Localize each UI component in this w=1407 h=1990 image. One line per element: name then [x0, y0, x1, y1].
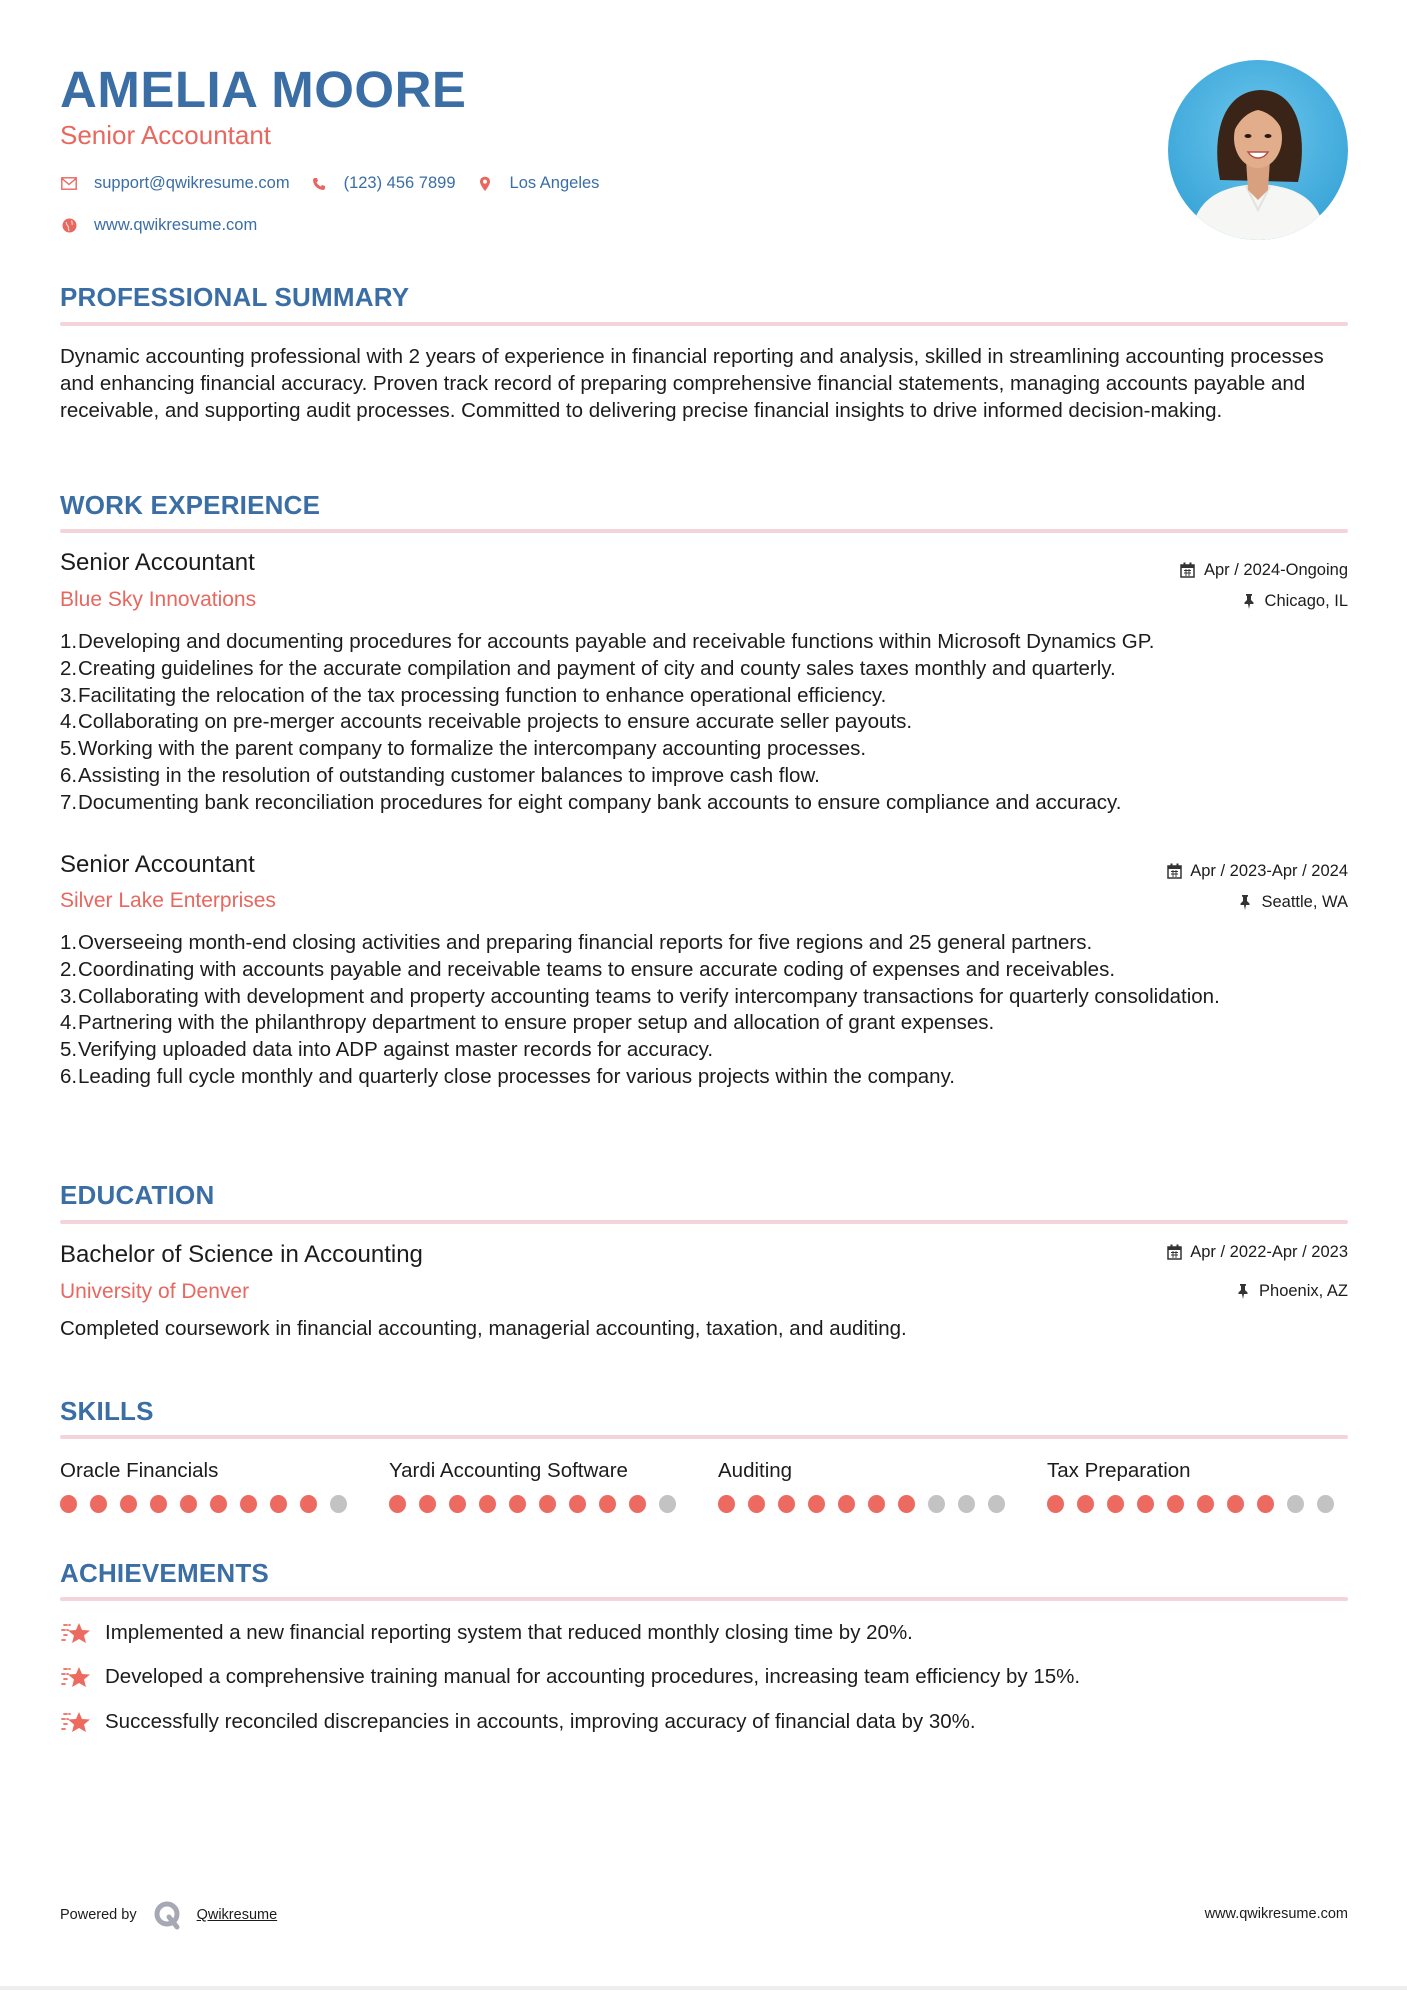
star-icon [60, 1620, 92, 1646]
contact-row-website [60, 216, 277, 235]
section-divider [60, 322, 1348, 326]
skill-dot-filled [180, 1495, 197, 1513]
pushpin-icon [1235, 1283, 1251, 1299]
duty-item: 6. Assisting in the resolution of outstanding customer balances to improve cash flow. [60, 763, 820, 787]
map-pin-icon [476, 175, 494, 193]
achievement-item [60, 1620, 913, 1646]
job-location-text: Seattle, WA [1261, 893, 1348, 911]
powered-by-label: Powered by [60, 1907, 137, 1923]
job-dates-text: Apr / 2023-Apr / 2024 [1190, 862, 1348, 880]
phone-icon [310, 175, 328, 193]
education-dates [1166, 1242, 1348, 1262]
duty-item: 5. Verifying uploaded data into ADP against master records for accuracy. [60, 1038, 714, 1062]
contact-email[interactable]: support@qwikresume.com [94, 174, 290, 192]
skill-item [60, 1458, 360, 1513]
skill-dot-filled [778, 1495, 795, 1513]
school-name: University of Denver [60, 1280, 250, 1303]
achievement-item [60, 1664, 1080, 1690]
contact-location: Los Angeles [509, 174, 600, 192]
skill-dot-filled [629, 1495, 646, 1513]
section-title-experience: WORK EXPERIENCE [60, 490, 321, 520]
achievement-text: Developed a comprehensive training manual for accounting procedures, increasing team efficiency by 15%. [105, 1665, 1081, 1688]
skill-dot-filled [1077, 1495, 1094, 1513]
skill-dot-filled [838, 1495, 855, 1513]
skill-dot-empty [1287, 1495, 1304, 1513]
contact-phone[interactable]: (123) 456 7899 [343, 174, 456, 192]
section-divider [60, 1220, 1348, 1224]
section-divider [60, 1597, 1348, 1601]
skill-dot-filled [808, 1495, 825, 1513]
skill-dot-empty [659, 1495, 676, 1513]
degree-title: Bachelor of Science in Accounting [60, 1241, 423, 1268]
calendar-icon [1180, 562, 1196, 578]
education-location [1235, 1281, 1348, 1301]
calendar-icon [1166, 1244, 1182, 1260]
profile-photo [1168, 60, 1348, 240]
contact-row [60, 174, 619, 193]
duties-list [60, 930, 1348, 1091]
job-location-text: Chicago, IL [1264, 592, 1348, 610]
calendar-icon [1166, 863, 1182, 879]
pushpin-icon [1237, 894, 1253, 910]
skill-dot-filled [1107, 1495, 1124, 1513]
skill-name: Auditing [718, 1459, 793, 1482]
skill-dot-filled [419, 1495, 436, 1513]
skill-dot-filled [569, 1495, 586, 1513]
skill-rating [718, 1495, 1018, 1513]
page-bottom-border [0, 1986, 1407, 1990]
company-name: Silver Lake Enterprises [60, 889, 276, 912]
skill-dot-filled [539, 1495, 556, 1513]
skill-dot-filled [898, 1495, 915, 1513]
skill-item [389, 1458, 689, 1513]
skill-dot-filled [270, 1495, 287, 1513]
footer-powered-by [60, 1900, 277, 1930]
job-dates-text: Apr / 2024-Ongoing [1203, 561, 1348, 579]
candidate-name: AMELIA MOORE [60, 61, 467, 118]
duties-list [60, 629, 1368, 817]
skill-dot-filled [210, 1495, 227, 1513]
section-divider [60, 529, 1348, 533]
skill-rating [60, 1495, 360, 1513]
job-location [1241, 591, 1348, 611]
skill-dot-filled [300, 1495, 317, 1513]
skill-dot-filled [120, 1495, 137, 1513]
duty-item: 7. Documenting bank reconciliation procedures for eight company bank accounts to ensure compliance and accuracy. [60, 790, 1122, 814]
skill-dot-filled [240, 1495, 257, 1513]
globe-icon [60, 217, 78, 235]
footer-website[interactable]: www.qwikresume.com [1204, 1906, 1348, 1922]
skill-dot-empty [928, 1495, 945, 1513]
section-title-achievements: ACHIEVEMENTS [60, 1558, 269, 1588]
summary-text: Dynamic accounting professional with 2 years of experience in financial reporting and analysis, skilled in streamlining accounting processes and enhancing financial accuracy. Proven track record of preparing comprehensive financial statements, managing accounts payable and receivable, and supporting audit processes. Committed to delivering precise financial insights to drive informed decision-making. [60, 345, 1324, 422]
skill-name: Yardi Accounting Software [389, 1459, 628, 1482]
skill-dot-filled [1227, 1495, 1244, 1513]
pushpin-icon [1241, 593, 1257, 609]
duty-item: 2. Creating guidelines for the accurate compilation and payment of city and county sales taxes monthly and quarterly. [60, 656, 1116, 680]
skill-dot-filled [748, 1495, 765, 1513]
achievement-item [60, 1709, 976, 1735]
section-divider [60, 1435, 1348, 1439]
education-description: Completed coursework in financial accounting, managerial accounting, taxation, and auditing. [60, 1317, 907, 1340]
skill-dot-filled [1257, 1495, 1274, 1513]
skill-dot-filled [599, 1495, 616, 1513]
contact-website[interactable]: www.qwikresume.com [94, 216, 258, 234]
skill-dot-empty [958, 1495, 975, 1513]
section-title-education: EDUCATION [60, 1180, 215, 1210]
skill-dot-filled [868, 1495, 885, 1513]
candidate-title: Senior Accountant [60, 120, 272, 150]
qwikresume-logo-icon [153, 1900, 183, 1930]
job-location [1237, 892, 1348, 912]
skill-name: Tax Preparation [1047, 1459, 1191, 1482]
skill-dot-filled [718, 1495, 735, 1513]
skill-item [718, 1458, 1018, 1513]
duty-item: 4. Partnering with the philanthropy department to ensure proper setup and allocation of grant expenses. [60, 1011, 995, 1035]
company-name: Blue Sky Innovations [60, 588, 257, 611]
star-icon [60, 1664, 92, 1690]
job-title: Senior Accountant [60, 549, 255, 576]
skill-dot-empty [330, 1495, 347, 1513]
duty-item: 3. Facilitating the relocation of the tax processing function to enhance operational efficiency. [60, 683, 887, 707]
skill-item [1047, 1458, 1347, 1513]
education-location-text: Phoenix, AZ [1259, 1282, 1348, 1300]
section-title-summary: PROFESSIONAL SUMMARY [60, 282, 410, 312]
skill-dot-empty [1317, 1495, 1334, 1513]
skill-dot-filled [389, 1495, 406, 1513]
achievement-text: Implemented a new financial reporting system that reduced monthly closing time by 20%. [105, 1621, 913, 1644]
duty-item: 3. Collaborating with development and property accounting teams to verify intercompany transactions for quarterly consolidation. [60, 984, 1220, 1008]
skill-dot-filled [449, 1495, 466, 1513]
skill-name: Oracle Financials [60, 1459, 219, 1482]
skill-dot-empty [988, 1495, 1005, 1513]
job-dates [1166, 861, 1348, 881]
education-dates-text: Apr / 2022-Apr / 2023 [1190, 1243, 1348, 1261]
envelope-icon [60, 175, 78, 193]
skill-dot-filled [1167, 1495, 1184, 1513]
duty-item: 1. Developing and documenting procedures for accounts payable and receivable functions within Microsoft Dynamics GP. [60, 630, 1155, 653]
star-icon [60, 1709, 92, 1735]
duty-item: 1. Overseeing month-end closing activities and preparing financial reports for five regions and 25 general partners. [60, 931, 1093, 954]
skill-dot-filled [1047, 1495, 1064, 1513]
job-dates [1180, 560, 1348, 580]
skill-dot-filled [509, 1495, 526, 1513]
section-title-skills: SKILLS [60, 1396, 154, 1426]
skill-dot-filled [90, 1495, 107, 1513]
duty-item: 6. Leading full cycle monthly and quarterly close processes for various projects within the company. [60, 1064, 955, 1088]
duty-item: 4. Collaborating on pre-merger accounts receivable projects to ensure accurate seller payouts. [60, 710, 913, 734]
skill-dot-filled [60, 1495, 77, 1513]
job-title: Senior Accountant [60, 851, 255, 878]
skill-rating [1047, 1495, 1347, 1513]
skill-rating [389, 1495, 689, 1513]
skill-dot-filled [479, 1495, 496, 1513]
skill-dot-filled [1197, 1495, 1214, 1513]
qwikresume-link[interactable]: Qwikresume [196, 1907, 278, 1923]
achievement-text: Successfully reconciled discrepancies in accounts, improving accuracy of financial data by 30%. [105, 1710, 976, 1733]
duty-item: 2. Coordinating with accounts payable and receivable teams to ensure accurate coding of expenses and receivables. [60, 957, 1116, 981]
skill-dot-filled [1137, 1495, 1154, 1513]
duty-item: 5. Working with the parent company to formalize the intercompany accounting processes. [60, 737, 867, 761]
skill-dot-filled [150, 1495, 167, 1513]
